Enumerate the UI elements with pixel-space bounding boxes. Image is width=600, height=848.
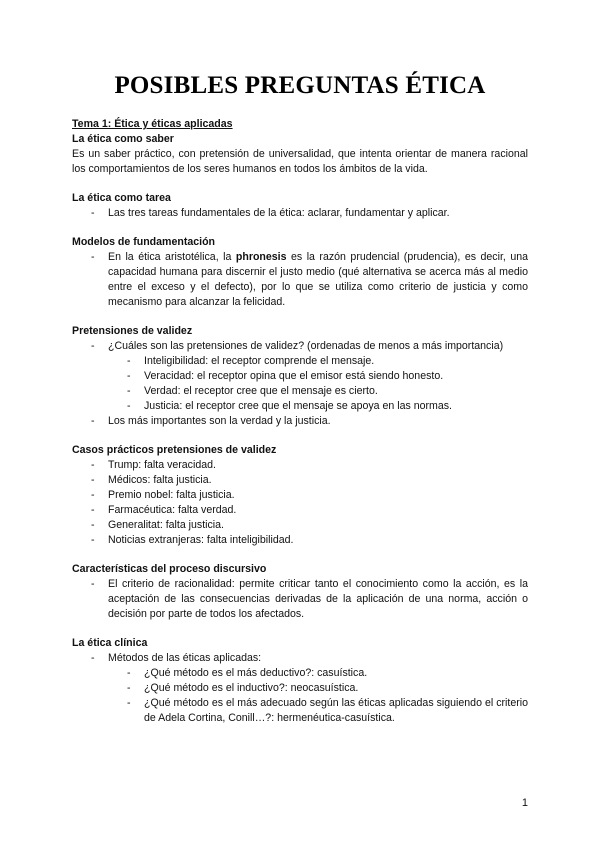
list-item: [72, 651, 528, 726]
section-heading: Modelos de fundamentación: [72, 236, 216, 248]
list-item: - Premio nobel: falta justicia.: [72, 488, 528, 503]
section-heading: Casos prácticos pretensiones de validez: [72, 444, 277, 456]
section-heading: La ética clínica: [72, 637, 148, 649]
list-text: Métodos de las éticas aplicadas:: [108, 652, 262, 664]
bullet-list: [72, 339, 528, 429]
sub-list-item: - Inteligibilidad: el receptor comprende el mensaje.: [108, 354, 528, 369]
list-item: - Las tres tareas fundamentales de la ética: aclarar, fundamentar y aplicar.: [72, 206, 528, 221]
sub-list-item: - Verdad: el receptor cree que el mensaje es cierto.: [108, 384, 528, 399]
list-text: es la razón prudencial (prudencia), es decir, una capacidad humana para discernir el justo medio (qué alternativa se acerca más al medio entre el exceso y el defecto), por lo que se utiliza como criterio de justicia y como mecanismo para alcanzar la felicidad.: [108, 251, 528, 308]
list-item: [72, 250, 528, 310]
list-item: - Generalitat: falta justicia.: [72, 518, 528, 533]
sub-bullet-list: [108, 666, 528, 726]
topic-heading: Tema 1: Ética y éticas aplicadas: [72, 118, 233, 130]
document-body: [72, 117, 528, 726]
section-heading: Pretensiones de validez: [72, 325, 193, 337]
sub-list-item: - Veracidad: el receptor opina que el emisor está siendo honesto.: [108, 369, 528, 384]
bullet-list: [72, 651, 528, 726]
sub-list-item: - ¿Qué método es el más deductivo?: casuística.: [108, 666, 528, 681]
list-item: - Noticias extranjeras: falta inteligibilidad.: [72, 533, 528, 548]
list-item: - Los más importantes son la verdad y la justicia.: [72, 414, 528, 429]
page-title: POSIBLES PREGUNTAS ÉTICA: [114, 72, 486, 99]
section-heading: La ética como tarea: [72, 192, 171, 204]
bullet-list: [72, 250, 528, 310]
page-number: 1: [521, 797, 528, 809]
section-heading: Características del proceso discursivo: [72, 563, 267, 575]
bullet-list: [72, 458, 528, 548]
paragraph: Es un saber práctico, con pretensión de universalidad, que intenta orientar de manera racional los comportamientos de los seres humanos en todos los ámbitos de la vida.: [72, 148, 528, 175]
list-item: [72, 339, 528, 414]
list-text: En la ética aristotélica, la: [108, 251, 236, 263]
list-item: - Médicos: falta justicia.: [72, 473, 528, 488]
bold-term: phronesis: [235, 251, 287, 263]
bullet-list: [72, 206, 528, 221]
bullet-list: [72, 577, 528, 622]
sub-list-item: - ¿Qué método es el más adecuado según las éticas aplicadas siguiendo el criterio de Adela Cortina, Conill…?: hermenéutica-casuística.: [108, 696, 528, 726]
list-item: - El criterio de racionalidad: permite criticar tanto el conocimiento como la acción, es la aceptación de las consecuencias derivadas de la aplicación de una norma, acción o decisión por parte de todos los afectados.: [72, 577, 528, 622]
sub-bullet-list: [108, 354, 528, 414]
list-item: - Trump: falta veracidad.: [72, 458, 528, 473]
sub-list-item: - Justicia: el receptor cree que el mensaje se apoya en las normas.: [108, 399, 528, 414]
list-text: ¿Cuáles son las pretensiones de validez? (ordenadas de menos a más importancia): [108, 340, 504, 352]
sub-list-item: - ¿Qué método es el inductivo?: neocasuística.: [108, 681, 528, 696]
section-heading: La ética como saber: [72, 133, 174, 145]
list-item: - Farmacéutica: falta verdad.: [72, 503, 528, 518]
